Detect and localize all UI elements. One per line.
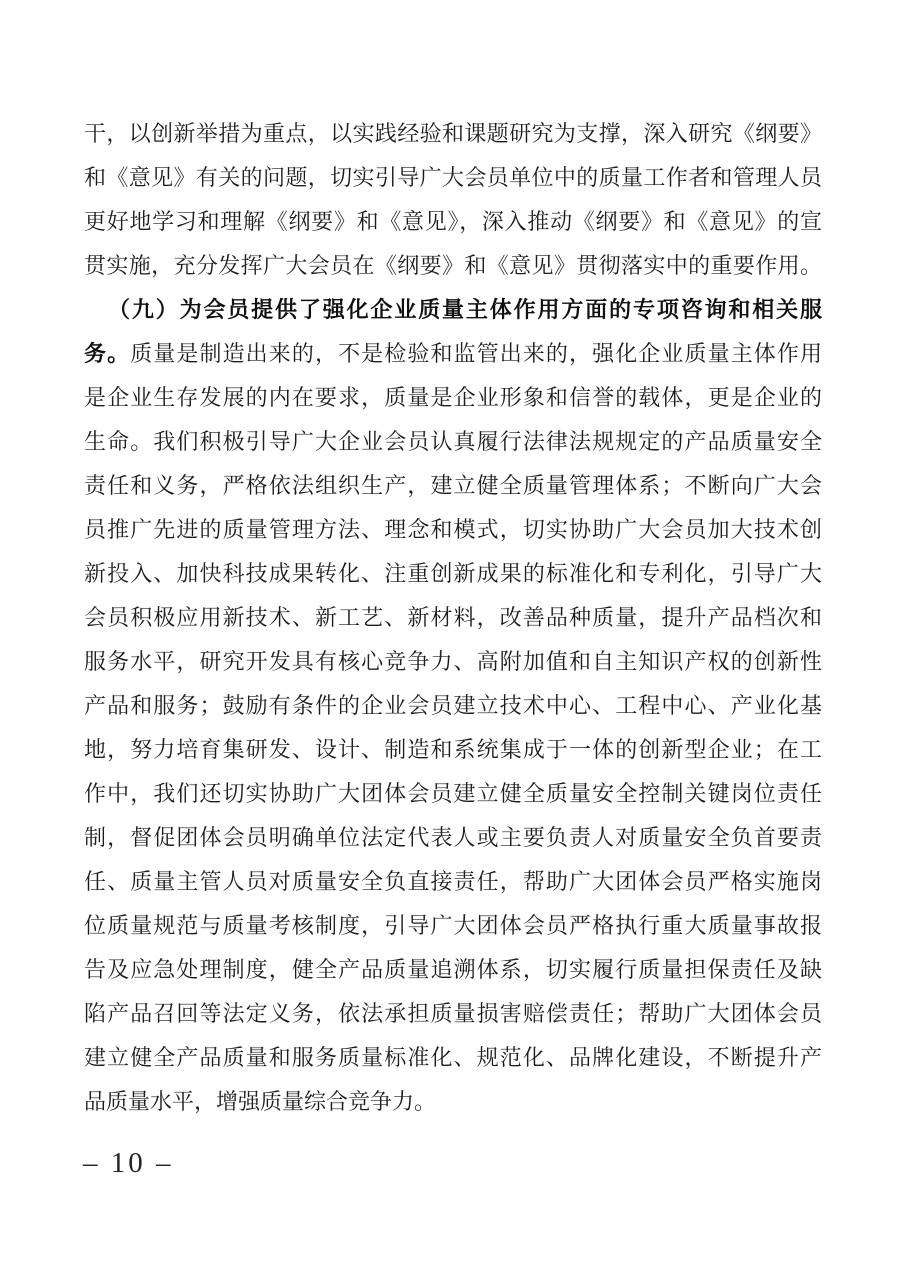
text-line-content: 新投入、加快科技成果转化、注重创新成果的标准化和专利化，引导广大 [84, 561, 822, 586]
text-line-content: 制，督促团体会员明确单位法定代表人或主要负责人对质量安全负首要责 [84, 825, 822, 850]
text-line-content: 产品和服务；鼓励有条件的企业会员建立技术中心、工程中心、产业化基 [84, 693, 822, 718]
text-line-content: 更好地学习和理解《纲要》和《意见》，深入推动《纲要》和《意见》的宣 [84, 209, 822, 234]
text-line [84, 640, 822, 684]
text-line-content: 任、质量主管人员对质量安全负直接责任，帮助广大团体会员严格实施岗 [84, 869, 822, 894]
text-line [84, 728, 822, 772]
section-heading-continuation: 务。 [84, 341, 131, 366]
text-line [84, 948, 822, 992]
text-line [84, 1080, 822, 1124]
text-line [84, 772, 822, 816]
text-line-content: 和《意见》有关的问题，切实引导广大会员单位中的质量工作者和管理人员 [84, 165, 822, 190]
page-number: – 10 – [83, 1147, 174, 1179]
text-line [84, 200, 822, 244]
text-line [84, 332, 822, 376]
text-line-content: 质量是制造出来的，不是检验和监管出来的，强化企业质量主体作用 [130, 341, 822, 366]
text-line [84, 244, 822, 288]
text-line [84, 464, 822, 508]
text-line-content: 干，以创新举措为重点，以实践经验和课题研究为支撑，深入研究《纲要》 [84, 121, 822, 146]
text-line [84, 112, 822, 156]
text-line [84, 156, 822, 200]
text-line-content: 作中，我们还切实协助广大团体会员建立健全质量安全控制关键岗位责任 [84, 781, 822, 806]
text-line-content: 贯实施，充分发挥广大会员在《纲要》和《意见》贯彻落实中的重要作用。 [84, 253, 822, 278]
section-heading [84, 288, 822, 332]
text-line-content: 员推广先进的质量管理方法、理念和模式，切实协助广大会员加大技术创 [84, 517, 822, 542]
text-line [84, 376, 822, 420]
text-line-content: 责任和义务，严格依法组织生产，建立健全质量管理体系；不断向广大会 [84, 473, 822, 498]
text-line-content: 建立健全产品质量和服务质量标准化、规范化、品牌化建设，不断提升产 [84, 1045, 822, 1070]
text-line-content: 位质量规范与质量考核制度，引导广大团体会员严格执行重大质量事故报 [84, 913, 822, 938]
text-line-content: 品质量水平，增强质量综合竞争力。 [84, 1089, 437, 1114]
text-line [84, 904, 822, 948]
text-line [84, 992, 822, 1036]
text-line [84, 684, 822, 728]
text-line-content: 服务水平，研究开发具有核心竞争力、高附加值和自主知识产权的创新性 [84, 649, 822, 674]
text-line-content: 是企业生存发展的内在要求，质量是企业形象和信誉的载体，更是企业的 [84, 385, 822, 410]
section-heading-text: （九）为会员提供了强化企业质量主体作用方面的专项咨询和相关服 [108, 297, 822, 322]
text-line [84, 420, 822, 464]
text-line [84, 552, 822, 596]
text-line [84, 596, 822, 640]
text-line [84, 508, 822, 552]
text-line-content: 地，努力培育集研发、设计、制造和系统集成于一体的创新型企业；在工 [84, 737, 822, 762]
text-line-content: 生命。我们积极引导广大企业会员认真履行法律法规规定的产品质量安全 [84, 429, 822, 454]
text-line [84, 860, 822, 904]
text-line-content: 陷产品召回等法定义务，依法承担质量损害赔偿责任；帮助广大团体会员 [84, 1001, 822, 1026]
text-line [84, 816, 822, 860]
text-line-content: 会员积极应用新技术、新工艺、新材料，改善品种质量，提升产品档次和 [84, 605, 822, 630]
text-line-content: 告及应急处理制度，健全产品质量追溯体系，切实履行质量担保责任及缺 [84, 957, 822, 982]
document-text-block [84, 112, 822, 1124]
text-line [84, 1036, 822, 1080]
